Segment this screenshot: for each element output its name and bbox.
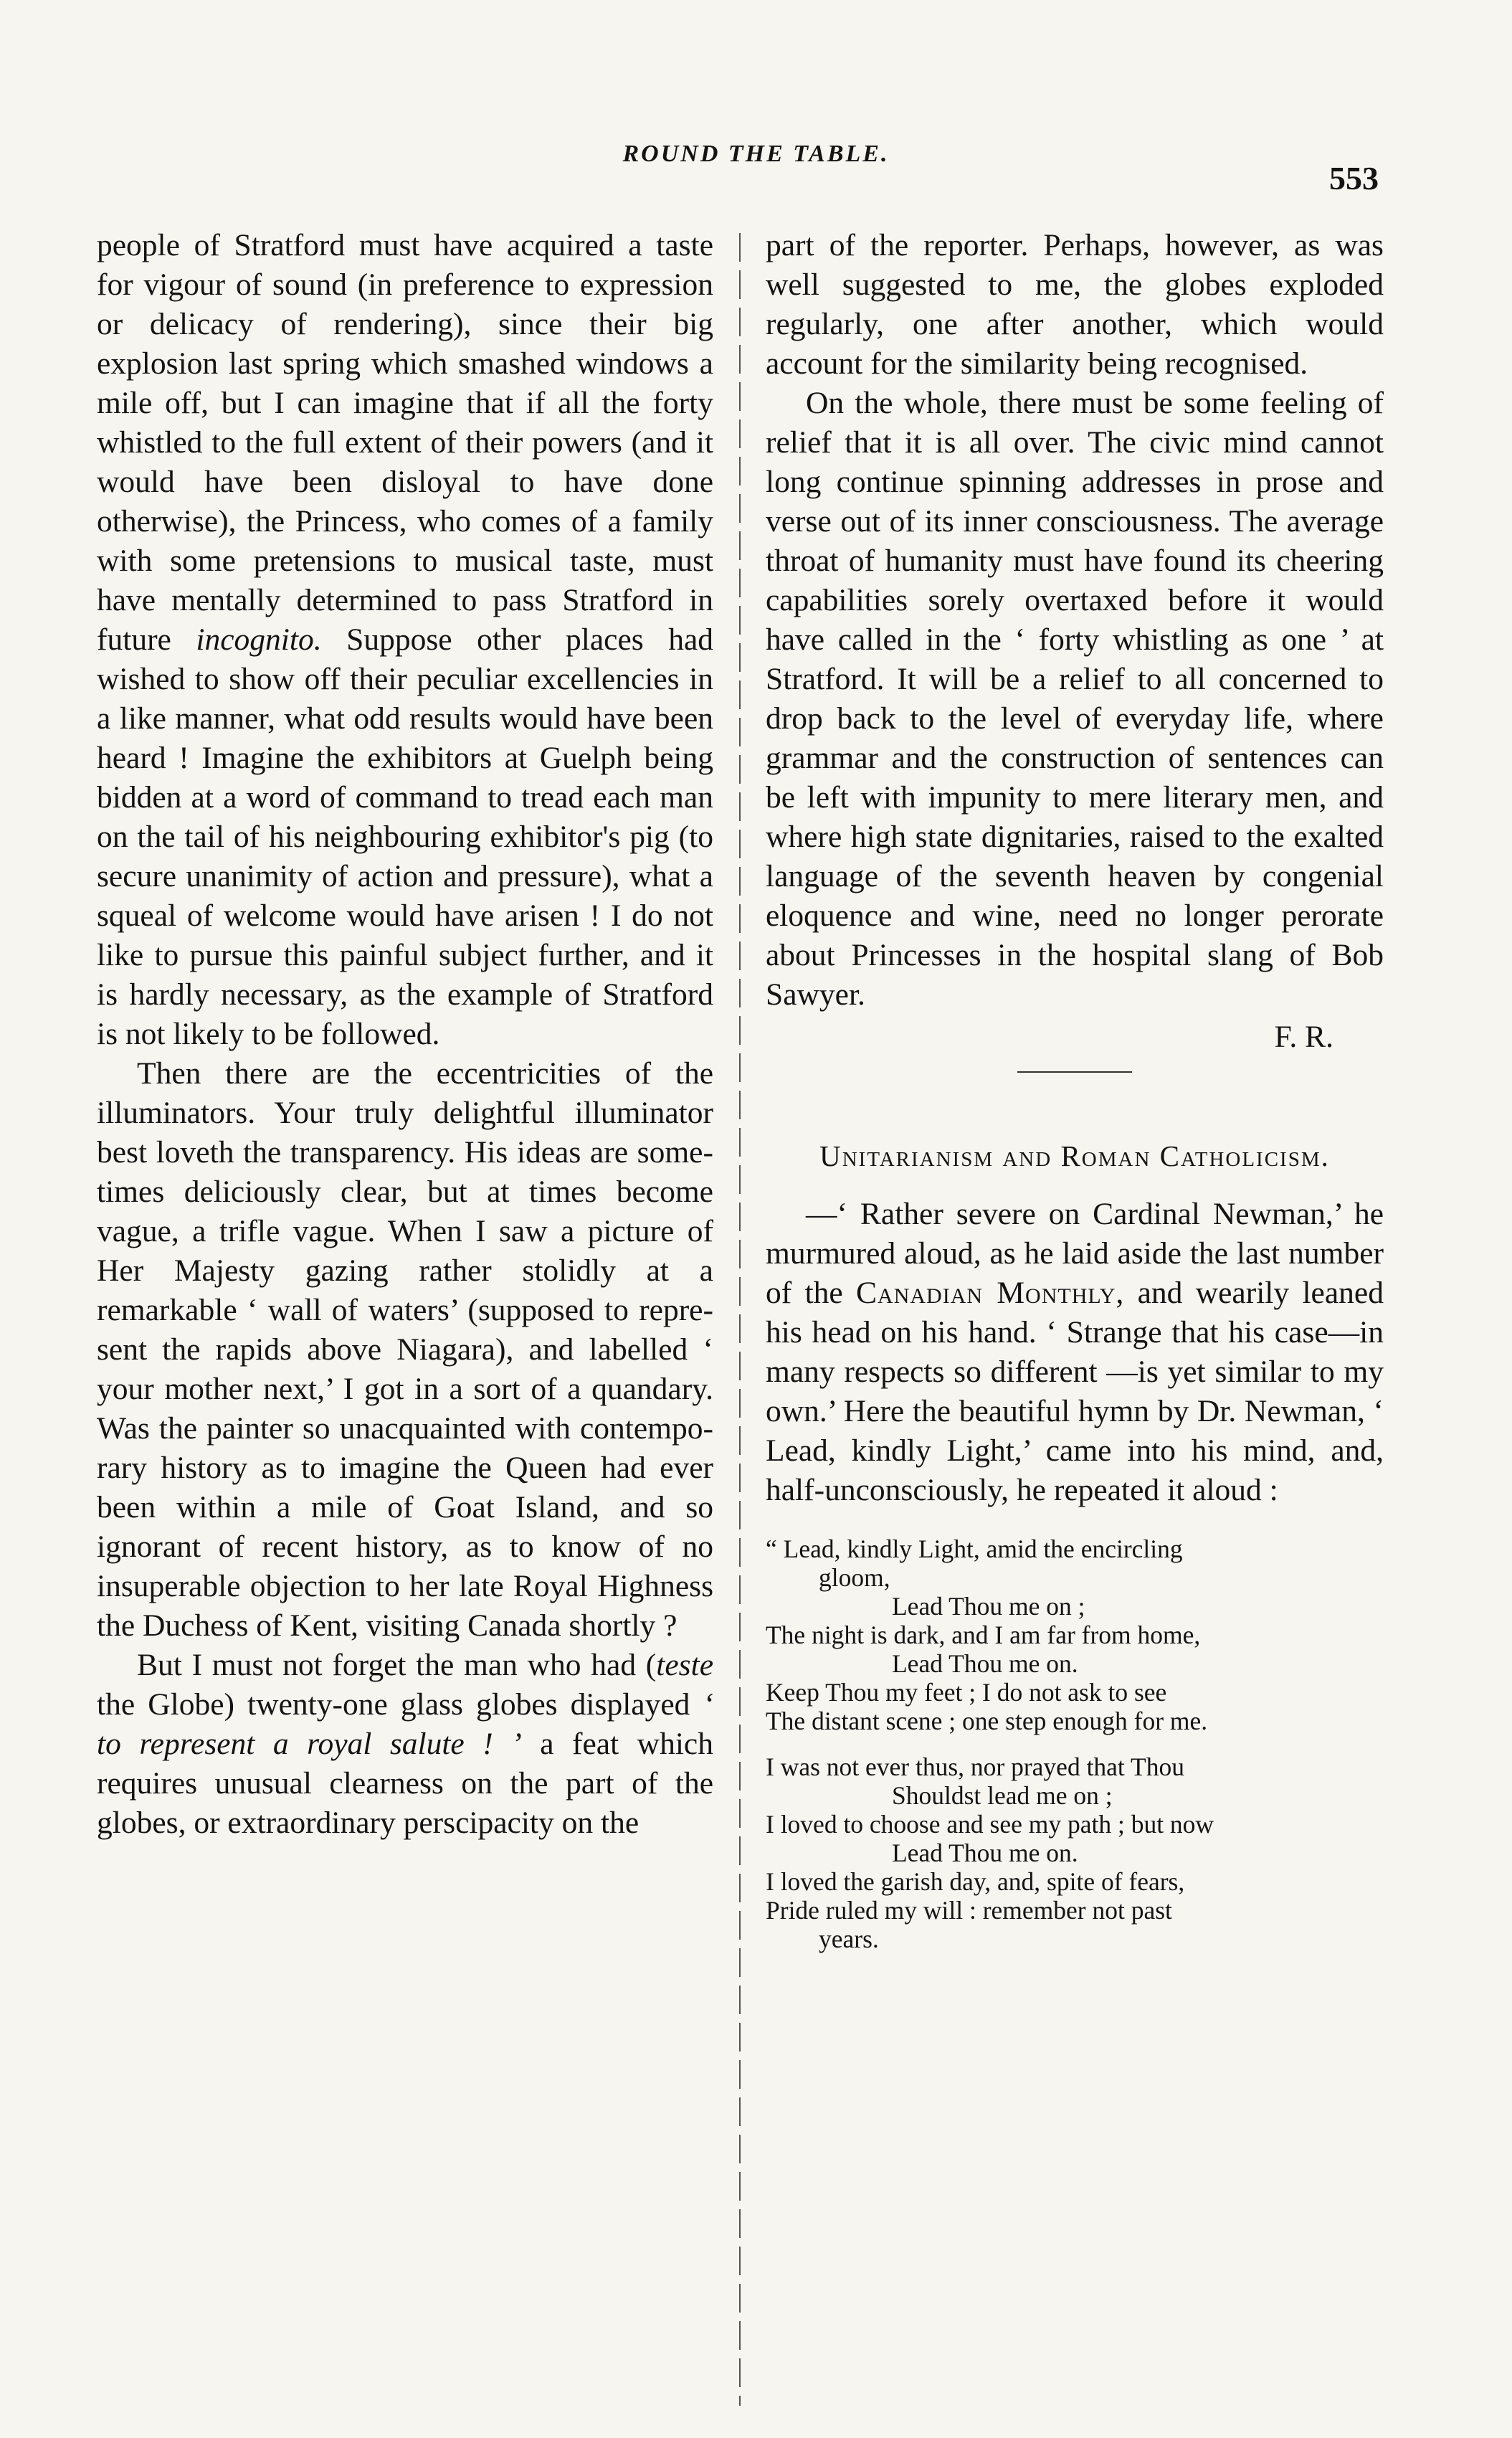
paragraph-illuminators: Then there are the eccentricities of the illuminators. Your truly delightful illuminator best loveth the transparency. His ideas are sometimes deliciously clear, but at times become vague, a trifle vague. When I saw a picture of Her Majesty gazing rather stolidly at a remarkable ‘ wall of waters’ (supposed to represent the rapids above Niagara), and labelled ‘ your mother next,’ I got in a sort of a quandary. Was the painter so unacquainted with contemporary history as to imagine the Queen had ever been within a mile of Goat Island, and so ignorant of recent history, as to know of no insuperable objection to her late Royal Highness the Duchess of Kent, visiting Canada shortly ? <box>97 1056 713 1643</box>
poem-line: I was not ever thus, nor prayed that Thou <box>766 1752 1184 1781</box>
poem-line: Lead Thou me on. <box>892 1839 1078 1867</box>
paragraph-text: people of Stratford must have acquired a taste for vigour of sound (in preference to expression or delicacy of rendering), since their big explosion last spring which smashed windows a mile off, but I can imagine that if all the forty whistled to the full extent of their powers (and it would have been disloyal to have done otherwise), the Princess, who comes of a family with some pretensions to musical taste, must have mentally determined to pass Stratford in future <box>97 228 713 657</box>
section-divider <box>1017 1071 1132 1073</box>
hymn-quotation <box>766 1535 1384 1953</box>
poem-line: Keep Thou my feet ; I do not ask to see <box>766 1678 1167 1707</box>
section-heading: Unitarianism and Roman Catholicism. <box>819 1139 1330 1172</box>
paragraph-text: —‘ Rather severe on Cardinal Newman,’ he murmured aloud, as he laid aside the last number of the <box>766 1197 1384 1310</box>
paragraph-newman <box>766 1195 1384 1510</box>
paragraph-relief: On the whole, there must be some feeling of relief that it is all over. The civic mind cannot long continue spinning addresses in prose and verse out of its inner consciousness. The average throat of humanity must have found its cheering capabilities sorely overtaxed before it would have called in the ‘ forty whistling as one ’ at Stratford. It will be a relief to all concerned to drop back to the level of everyday life, where grammar and the construction of sentences can be left with impunity to mere literary men, and where high state dignitaries, raised to the exalted language of the seventh heaven by congenial eloquence and wine, need no longer perorate about Princesses in the hospital slang of Bob Sawyer. <box>766 386 1384 1012</box>
page-number: 553 <box>1329 160 1379 196</box>
poem-line: “ Lead, kindly Light, amid the encircling <box>766 1535 1183 1563</box>
poem-line: years. <box>819 1925 879 1953</box>
poem-line: Pride ruled my will : remember not past <box>766 1896 1172 1925</box>
italic-quote: ‘ to represent a royal salute ! ’ <box>97 1687 713 1761</box>
poem-line: Shouldst lead me on ; <box>892 1781 1113 1810</box>
paragraph-globes <box>97 1646 713 1843</box>
poem-line: I loved the garish day, and, spite of fears, <box>766 1867 1185 1896</box>
paragraph-text: But I must not forget the man who had ( <box>137 1648 657 1682</box>
right-column <box>766 226 1384 1953</box>
paragraph-text: and wearily leaned his head on his hand. ‘ Strange that his case—in many respects so different —is yet similar to my own.’ Here the beautiful hymn by Dr. Newman, ‘ Lead, kindly Light,’ came into his mind, and, half-unconsciously, he repeated it aloud : <box>766 1276 1384 1507</box>
author-signature: F. R. <box>1274 1020 1333 1054</box>
paragraph-reporter: part of the reporter. Perhaps, however, as was well suggested to me, the globes exploded regularly, one after another, which would account for the similarity being recognised. <box>766 228 1384 381</box>
magazine-title: Canadian Monthly, <box>856 1276 1125 1310</box>
stanza-gap <box>766 1735 1384 1752</box>
poem-line: Lead Thou me on. <box>892 1649 1078 1678</box>
poem-line: Lead Thou me on ; <box>892 1592 1085 1621</box>
left-column <box>97 226 713 1843</box>
poem-line: The distant scene ; one step enough for me. <box>766 1707 1208 1735</box>
poem-line: gloom, <box>819 1563 890 1592</box>
italic-word: teste <box>656 1648 713 1682</box>
italic-word: incognito. <box>196 622 322 657</box>
paragraph-text: a feat which requires unusual clearness on the part of the globes, or extraordinary perscipacity on the <box>97 1727 713 1840</box>
paragraph-text: Suppose other places had wished to show off their peculiar excellencies in a like manner, what odd results would have been heard ! Imagine the exhibitors at Guelph being bidden at a word of command to tread each man on the tail of his neighbouring exhibitor's pig (to secure unanimity of action and pressure), what a squeal of welcome would have arisen ! I do not like to pursue this painful subject further, and it is hardly necessary, as the example of Stratford is not likely to be followed. <box>97 622 714 1051</box>
column-divider <box>739 233 741 2406</box>
paragraph-text: the Globe) twenty-one glass globes displayed <box>97 1687 703 1722</box>
paragraph-stratford <box>97 226 713 1054</box>
poem-line: I loved to choose and see my path ; but now <box>766 1810 1214 1839</box>
running-title: ROUND THE TABLE. <box>622 141 890 167</box>
poem-line: The night is dark, and I am far from home, <box>766 1621 1201 1649</box>
